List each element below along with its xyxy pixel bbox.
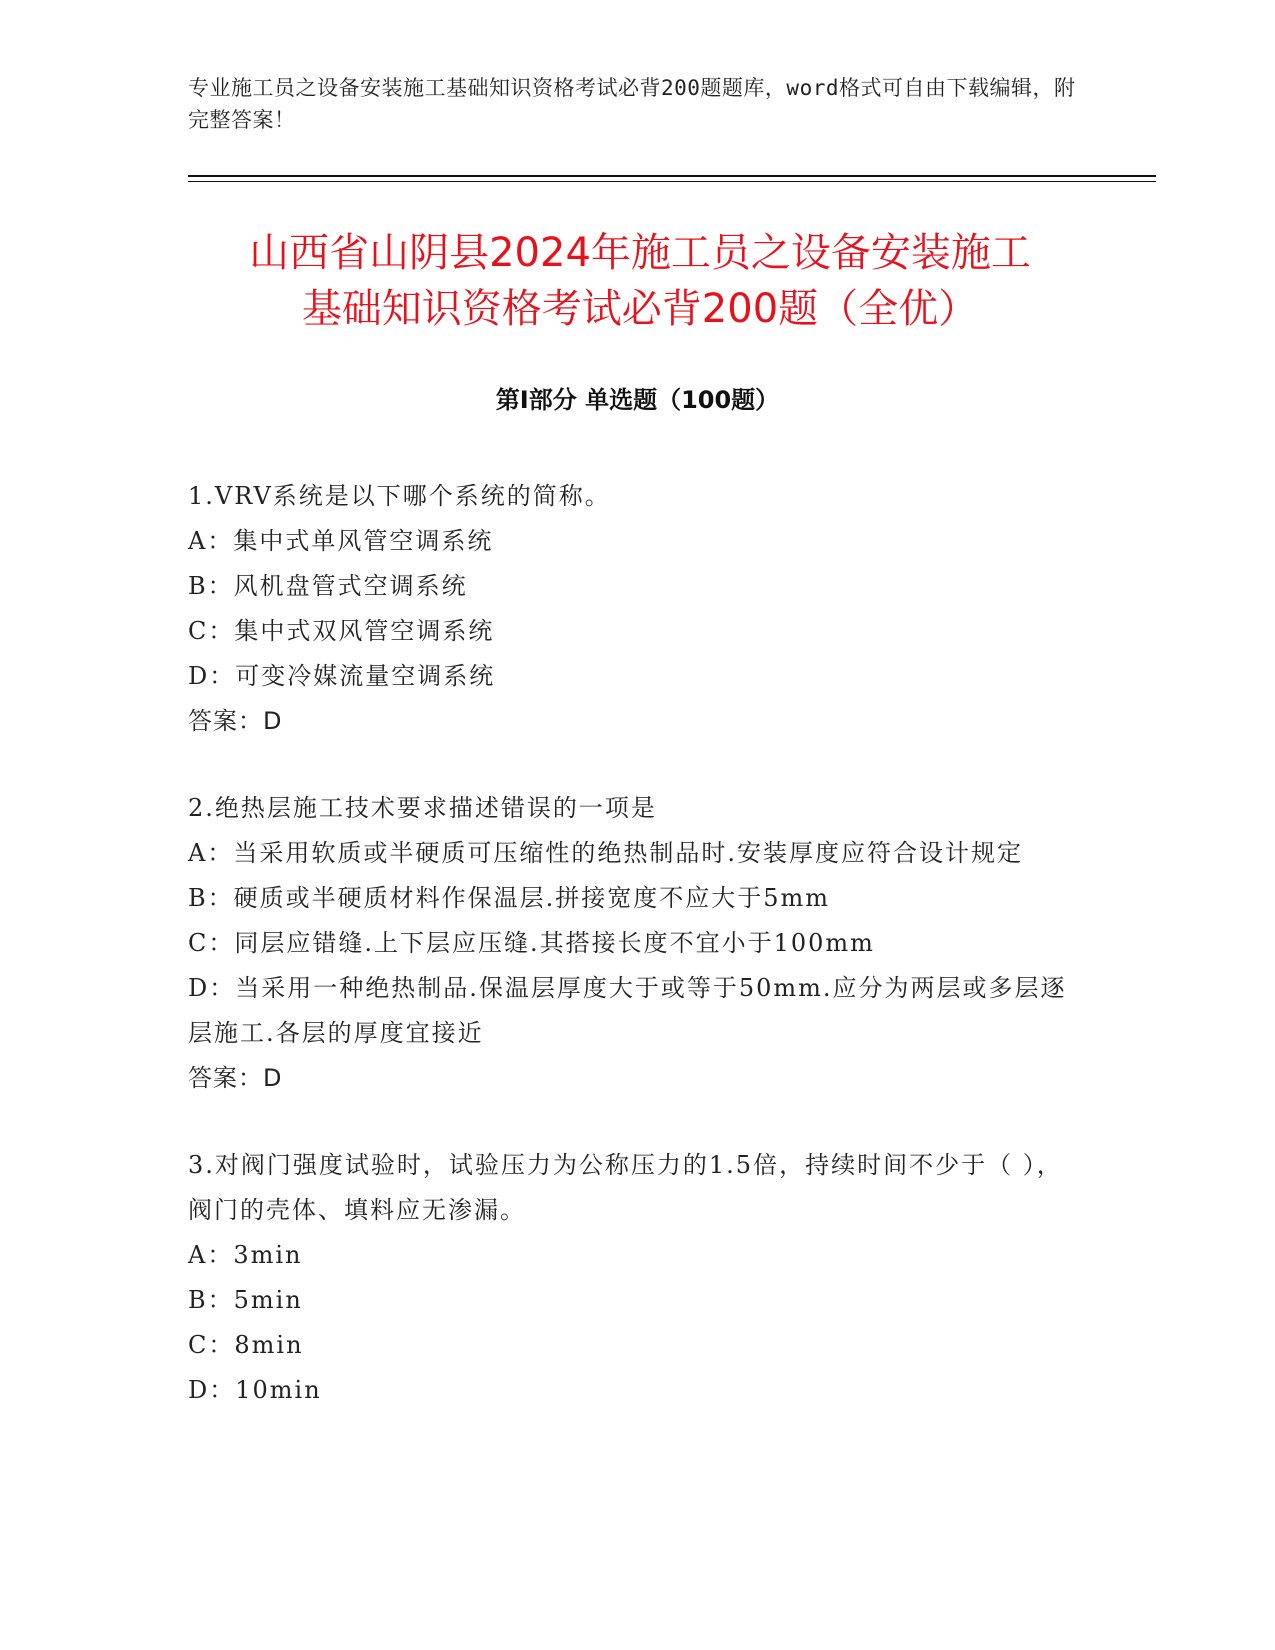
question-list — [188, 474, 1088, 1455]
header-divider-thick — [188, 175, 1156, 177]
option-a: A：集中式单风管空调系统 — [188, 527, 494, 555]
header-note: 专业施工员之设备安装施工基础知识资格考试必背200题题库，word格式可自由下载编辑，附完整答案！ — [188, 76, 1076, 132]
question-2 — [188, 786, 1088, 1101]
option-c: C：集中式双风管空调系统 — [188, 617, 495, 645]
option-b: B：硬质或半硬质材料作保温层.拼接宽度不应大于5mm — [188, 884, 831, 912]
question-stem: 1.VRV系统是以下哪个系统的简称。 — [188, 482, 611, 510]
option-d: D：10min — [188, 1376, 322, 1404]
option-a: A：当采用软质或半硬质可压缩性的绝热制品时.安装厚度应符合设计规定 — [188, 839, 1023, 867]
option-c: C：同层应错缝.上下层应压缝.其搭接长度不宜小于100mm — [188, 929, 875, 957]
header-divider-thin — [188, 181, 1156, 182]
document-title-line-1: 山西省山阴县2024年施工员之设备安装施工 — [249, 230, 1031, 276]
question-3 — [188, 1143, 1088, 1413]
question-stem: 3.对阀门强度试验时，试验压力为公称压力的1.5倍，持续时间不少于（ ），阀门的壳体、填料应无渗漏。 — [188, 1151, 1063, 1224]
question-1 — [188, 474, 1088, 744]
option-d: D：可变冷媒流量空调系统 — [188, 662, 496, 690]
answer-line: 答案：D — [188, 707, 283, 735]
option-d: D：当采用一种绝热制品.保温层厚度大于或等于50mm.应分为两层或多层逐层施工.各层的厚度宜接近 — [188, 974, 1067, 1047]
document-title — [160, 225, 1120, 337]
question-stem: 2.绝热层施工技术要求描述错误的一项是 — [188, 794, 657, 822]
option-b: B：风机盘管式空调系统 — [188, 572, 468, 600]
option-a: A：3min — [188, 1241, 303, 1269]
answer-line: 答案：D — [188, 1064, 283, 1092]
document-title-line-2: 基础知识资格考试必背200题（全优） — [301, 286, 979, 332]
option-c: C：8min — [188, 1331, 304, 1359]
section-title: 第Ⅰ部分 单选题（100题） — [495, 386, 780, 414]
option-b: B：5min — [188, 1286, 303, 1314]
